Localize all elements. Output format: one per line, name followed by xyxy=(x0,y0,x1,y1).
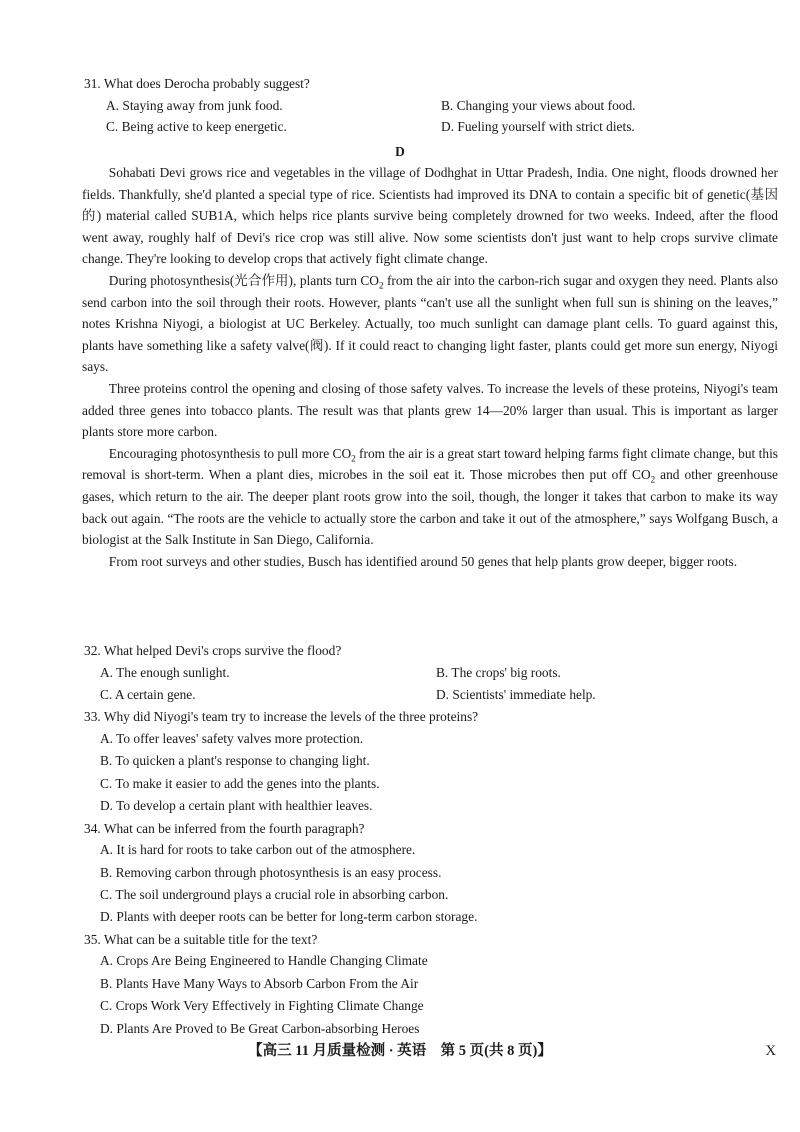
question-35-option-b: B. Plants Have Many Ways to Absorb Carbon From the Air xyxy=(100,975,419,991)
question-32-options xyxy=(84,662,774,707)
question-33-option-c: C. To make it easier to add the genes into the plants. xyxy=(100,775,380,791)
question-31-option-d: D. Fueling yourself with strict diets. xyxy=(441,119,635,135)
subscript-2: 2 xyxy=(650,474,656,485)
paragraph-4-part-2: from the air is a great start toward helping farms fight climate change, but this removal is short-term. When a plant dies, microbes in the soil eat it. Those microbes then put off CO xyxy=(82,445,778,483)
question-34-option-b: B. Removing carbon through photosynthesis is an easy process. xyxy=(100,864,442,880)
question-32 xyxy=(84,640,774,706)
question-35-stem: 35. What can be a suitable title for the text? xyxy=(84,931,318,947)
section-letter: D xyxy=(395,144,405,159)
paragraph-2-part-1: During photosynthesis(光合作用), plants turn CO xyxy=(108,272,379,288)
question-35-options xyxy=(84,950,774,1040)
question-31-option-a: A. Staying away from junk food. xyxy=(106,97,283,113)
subscript-2: 2 xyxy=(378,280,384,291)
question-35-option-a: A. Crops Are Being Engineered to Handle Changing Climate xyxy=(100,953,428,969)
question-33-option-a: A. To offer leaves' safety valves more protection. xyxy=(100,731,364,746)
question-31-options xyxy=(84,95,774,138)
question-35-option-c: C. Crops Work Very Effectively in Fighting Climate Change xyxy=(100,998,424,1014)
question-34-options xyxy=(84,839,774,929)
question-34-stem: 34. What can be inferred from the fourth paragraph? xyxy=(84,820,365,836)
paragraph-4-part-3: and other greenhouse gases, which return to the air. The deeper plant roots grow into the soil, though, the longer it takes that carbon to make its way back out again. “The roots are the vehicle to actually store the carbon and take it out of the atmosphere,” says Wolfgang Busch, a biologist at the Salk Institute in San Diego, California. xyxy=(82,467,778,548)
question-32-option-b: B. The crops' big roots. xyxy=(436,664,561,680)
question-34 xyxy=(84,818,774,929)
page-footer xyxy=(0,1041,800,1063)
question-34-option-a: A. It is hard for roots to take carbon out of the atmosphere. xyxy=(100,842,416,858)
question-32-option-d: D. Scientists' immediate help. xyxy=(436,687,596,702)
question-32-option-a: A. The enough sunlight. xyxy=(100,664,230,680)
subscript-2: 2 xyxy=(351,453,356,464)
question-35-option-d: D. Plants Are Proved to Be Great Carbon-absorbing Heroes xyxy=(100,1020,420,1036)
question-34-option-d: D. Plants with deeper roots can be better for long-term carbon storage. xyxy=(100,909,478,925)
paragraph-4 xyxy=(82,443,778,551)
question-33-option-b: B. To quicken a plant's response to changing light. xyxy=(100,753,370,769)
question-list xyxy=(84,640,774,1040)
question-31-stem: 31. What does Derocha probably suggest? xyxy=(84,76,310,91)
question-34-option-c: C. The soil underground plays a crucial role in absorbing carbon. xyxy=(100,887,449,903)
question-33-option-d: D. To develop a certain plant with healthier leaves. xyxy=(100,798,373,814)
reading-passage xyxy=(82,162,778,572)
question-32-option-c: C. A certain gene. xyxy=(100,687,196,702)
question-35 xyxy=(84,929,774,1040)
question-33-options xyxy=(84,728,774,818)
footer-mark: X xyxy=(765,1043,776,1059)
footer-page-info: 【高三 11 月质量检测 · 英语 第 5 页(共 8 页)】 xyxy=(248,1043,552,1059)
paragraph-2 xyxy=(82,270,778,378)
paragraph-2-part-2: from the air into the carbon-rich sugar and oxygen they need. Plants also send carbon into the soil through their roots. However, plants “can't use all the sunlight when full sun is shining on the leaves,” notes Krishna Niyogi, a biologist at UC Berkeley. Actually, too much sunlight can damage plant cells. To guard against this, plants have something like a safety valve(阀). If it could react to changing light faster, plants could get more sun energy, Niyogi says. xyxy=(82,272,778,375)
paragraph-1: Sohabati Devi grows rice and vegetables in the village of Dodhghat in Uttar Pradesh, India. One night, floods drowned her fields. Thankfully, she'd planted a special type of rice. Scientists had improved its DNA to contain a specific bit of genetic(基因的) material called SUB1A, which helps rice plants survive being completely drowned for two weeks. Indeed, after the flood went away, roughly half of Devi's rice crop was still alive. Now some scientists don't just want to help crops survive climate change. They're looking to develop crops that actively fight climate change. xyxy=(82,165,778,267)
paragraph-4-part-1: Encouraging photosynthesis to pull more CO xyxy=(108,445,352,461)
question-33 xyxy=(84,706,774,817)
paragraph-3: Three proteins control the opening and closing of those safety valves. To increase the levels of these proteins, Niyogi's team added three genes into tobacco plants. The result was that plants grew 14—20% larger than usual. This is important as larger plants store more carbon. xyxy=(82,380,778,440)
paragraph-5: From root surveys and other studies, Busch has identified around 50 genes that help plants grow deeper, bigger roots. xyxy=(108,553,738,569)
question-33-stem: 33. Why did Niyogi's team try to increase the levels of the three proteins? xyxy=(84,709,479,725)
question-32-stem: 32. What helped Devi's crops survive the flood? xyxy=(84,643,342,658)
question-31-option-b: B. Changing your views about food. xyxy=(441,97,636,113)
question-31 xyxy=(84,73,774,138)
question-31-option-c: C. Being active to keep energetic. xyxy=(106,119,287,135)
